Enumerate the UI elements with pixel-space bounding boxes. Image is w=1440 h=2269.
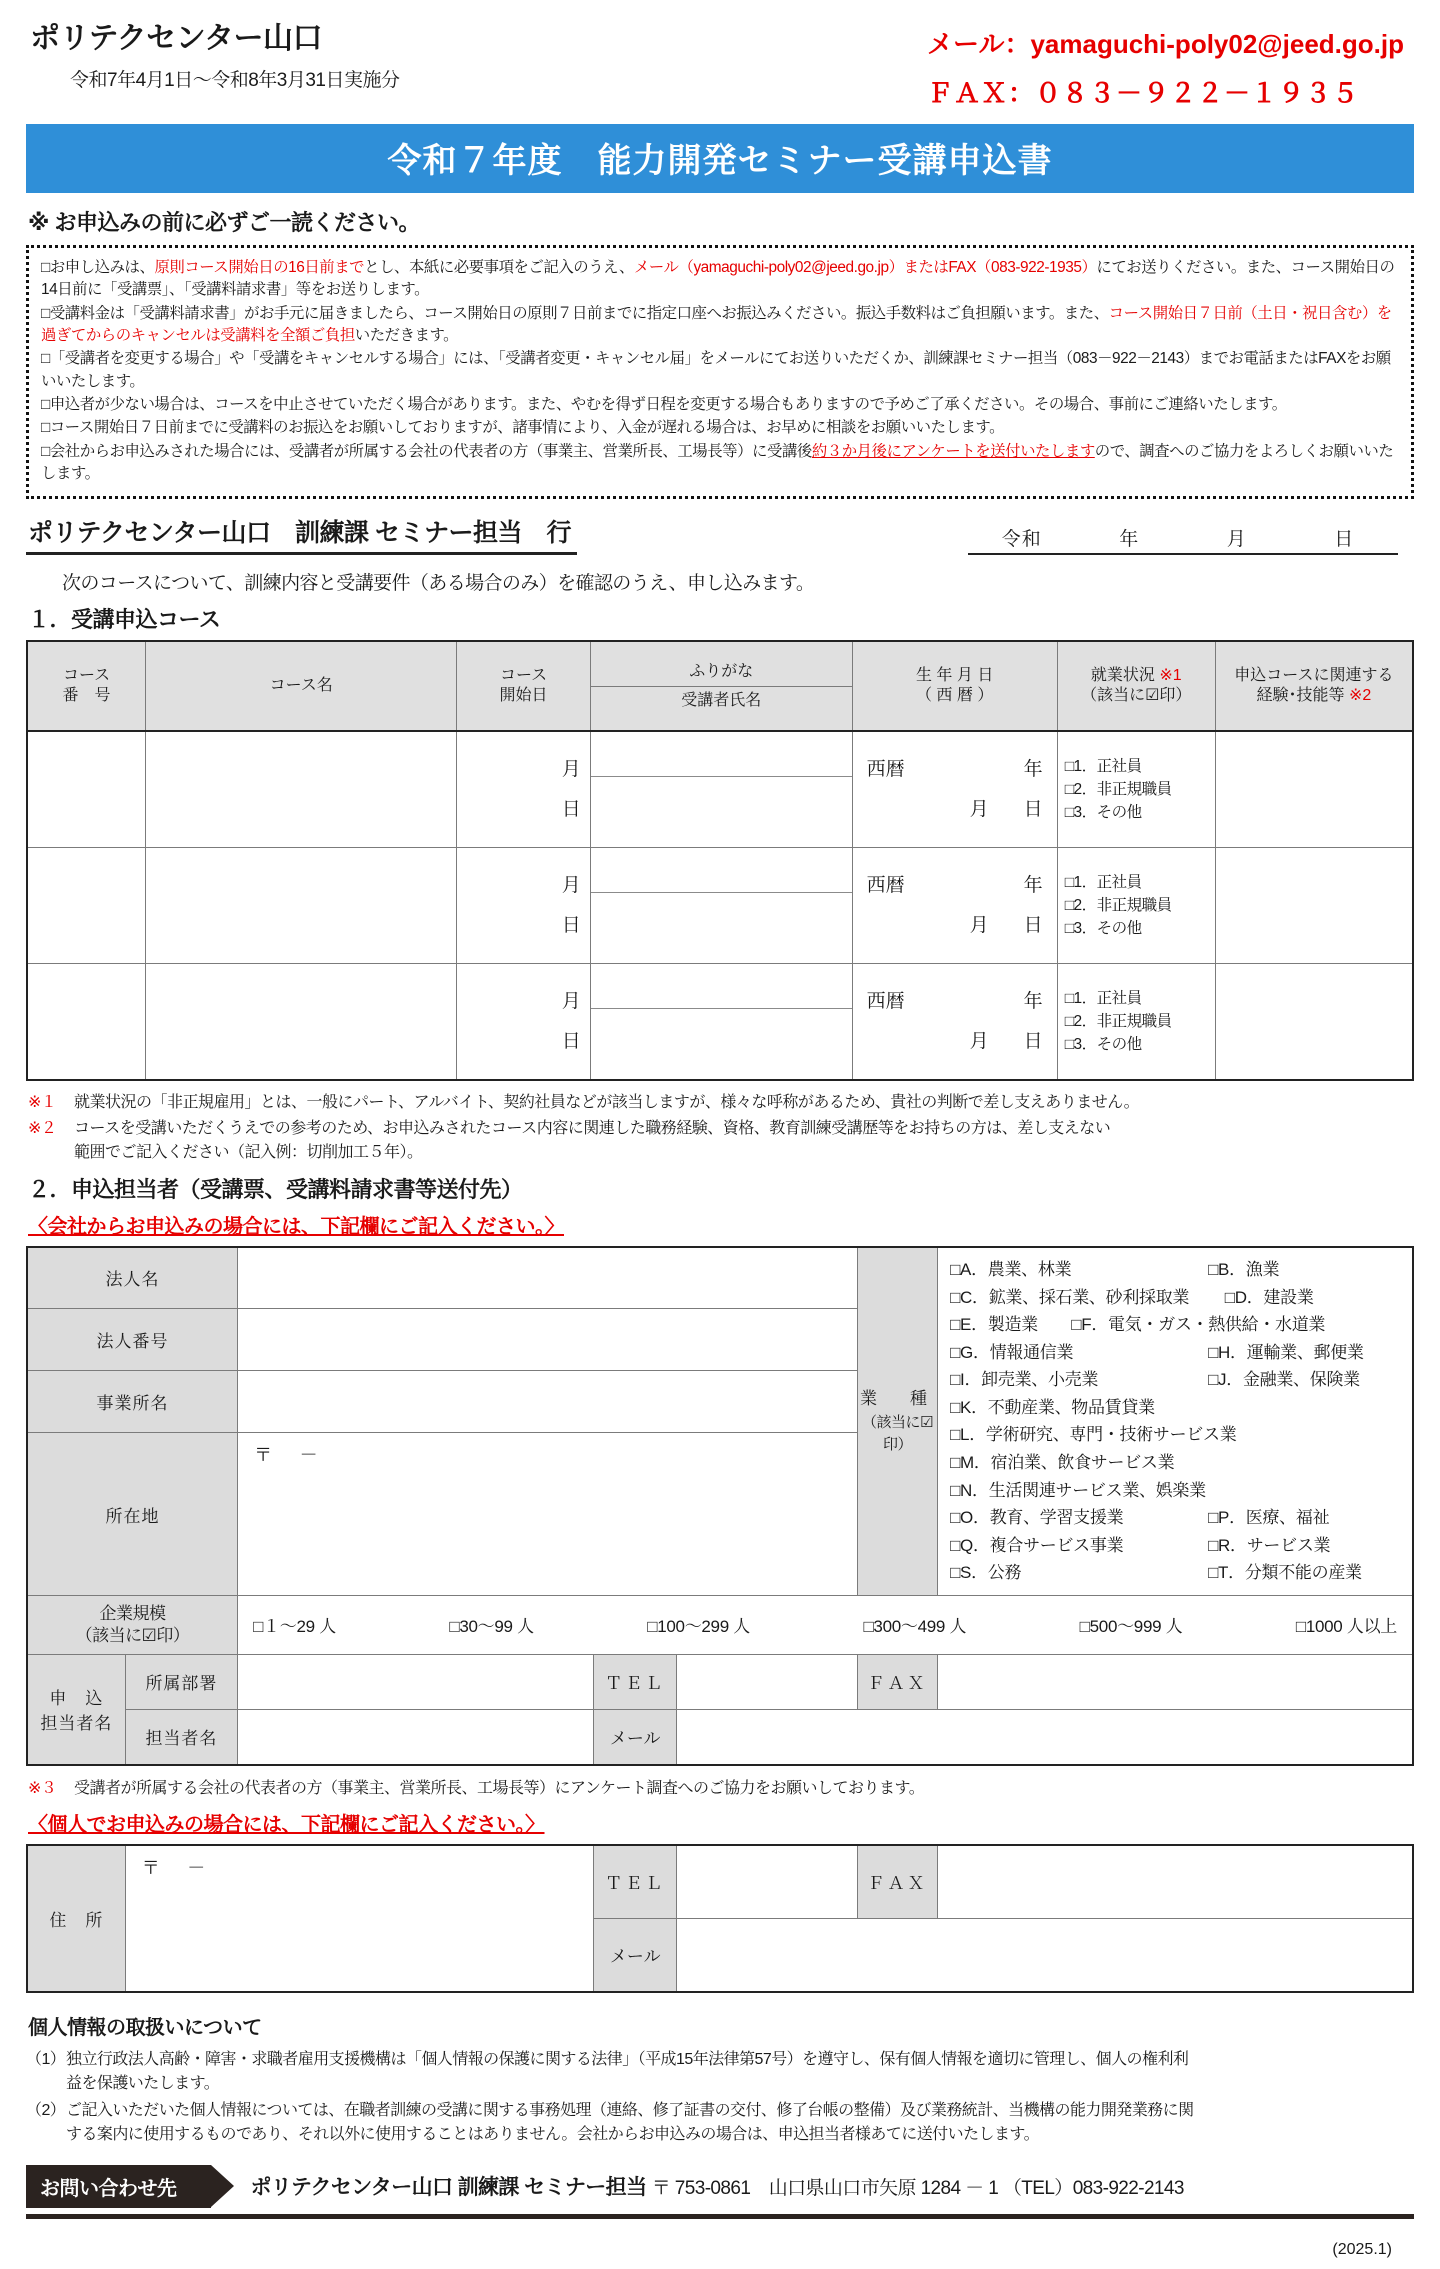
label-company-scale: 企業規模 （該当に☑印） <box>27 1595 238 1654</box>
cell-course-no[interactable] <box>27 964 146 1081</box>
row-corp-name <box>27 1247 1413 1308</box>
input-mail[interactable] <box>677 1709 1413 1765</box>
cell-attendee-name[interactable] <box>590 848 852 964</box>
birth-seireki-label: 西暦 <box>866 875 905 897</box>
industry-row <box>950 1311 1406 1339</box>
cell-course-name[interactable] <box>146 964 457 1081</box>
industry-checklist <box>938 1247 1413 1595</box>
cell-employment-status[interactable] <box>1057 848 1215 964</box>
privacy-item-number: （1） <box>26 2050 66 2068</box>
date-day: 日 <box>1334 529 1355 551</box>
cell-birthdate[interactable] <box>852 848 1057 964</box>
implementation-period: 令和7年4月1日～令和8年3月31日実施分 <box>70 70 400 91</box>
footnote <box>28 1091 1414 1115</box>
cell-course-name[interactable] <box>146 848 457 964</box>
footnote-3 <box>28 1775 1414 1798</box>
privacy-item-body <box>66 2099 1414 2147</box>
industry-checkbox-option[interactable]: □R．サービス業 <box>1208 1535 1331 1555</box>
row-applicant-dept <box>27 1654 1413 1709</box>
label-office-name: 事業所名 <box>27 1370 238 1432</box>
employment-checkbox-option[interactable]: □2．非正規職員 <box>1064 1013 1172 1031</box>
notice-text-segment: コース開始日７日前（土日・祝日含む）を過ぎてからのキャンセルは受講料を全額ご負担 <box>41 304 1392 344</box>
footer-address: 〒 753-0861 山口県山口市矢原 1284 － 1 （TEL）083-922-2143 <box>651 2178 1184 2200</box>
header-contact <box>927 22 1414 110</box>
cell-experience[interactable] <box>1215 964 1413 1081</box>
industry-row <box>950 1256 1406 1284</box>
label-personal-mail: メール <box>594 1918 677 1992</box>
submission-date-line <box>968 524 1398 555</box>
industry-checkbox-option[interactable]: □B．漁業 <box>1208 1260 1280 1280</box>
organization-name: ポリテクセンター山口 <box>30 22 322 55</box>
employment-checkbox-option[interactable]: □1．正社員 <box>1064 873 1142 891</box>
table-row <box>27 731 1413 848</box>
notice-item <box>41 417 1399 439</box>
col-employment-status: 就業状況 ※1 （該当に☑印） <box>1057 641 1215 731</box>
footer-rule <box>26 2214 1414 2219</box>
footnote-body <box>74 1091 1414 1115</box>
industry-checkbox-option[interactable]: □D．建設業 <box>1208 1287 1314 1307</box>
name-rule <box>591 892 852 893</box>
notice-heading: ※ お申込みの前に必ずご一読ください。 <box>28 210 421 235</box>
industry-checkbox-option[interactable]: □S．公務 <box>950 1563 1022 1583</box>
notice-text-segment: メール（yamaguchi-poly02@jeed.go.jp）またはFAX（083-922-1935） <box>633 259 1097 276</box>
birth-seireki-label: 西暦 <box>866 991 905 1013</box>
industry-row <box>950 1449 1406 1477</box>
birth-day-label: 日 <box>1023 915 1043 937</box>
input-fax[interactable] <box>938 1654 1413 1709</box>
privacy-line: 独立行政法人高齢・障害・求職者雇用支援機構は「個人情報の保護に関する法律」（平成15年法律第57号）を遵守し、保有個人情報を適切に管理し、個人の権利利 <box>66 2050 1189 2068</box>
cell-course-no[interactable] <box>27 848 146 964</box>
input-dept[interactable] <box>238 1654 594 1709</box>
input-corp-name[interactable] <box>238 1247 858 1308</box>
industry-checkbox-option[interactable]: □M．宿泊業、飲食サービス業 <box>950 1453 1175 1472</box>
privacy-item <box>26 2099 1414 2147</box>
industry-checkbox-option[interactable]: □A．農業、林業 <box>950 1260 1072 1280</box>
footnote-body <box>74 1117 1414 1165</box>
personal-info-table <box>26 1844 1414 1993</box>
cell-course-no[interactable] <box>27 731 146 848</box>
company-scale-checkbox-option[interactable]: □１～29 人 <box>253 1617 336 1637</box>
label-fax: ＦＡＸ <box>857 1654 937 1709</box>
cell-course-name[interactable] <box>146 731 457 848</box>
label-personal-tel: ＴＥＬ <box>594 1845 677 1919</box>
footnote-line: コースを受講いただくうえでの参考のため、お申込みされたコース内容に関連した職務経験、資格、教育訓練受講歴等をお持ちの方は、差し支えない <box>74 1120 1111 1138</box>
birth-month-label: 月 <box>969 915 989 937</box>
input-personal-fax[interactable] <box>938 1845 1413 1919</box>
cell-birthdate[interactable] <box>852 964 1057 1081</box>
col-start-date: コース 開始日 <box>457 641 590 731</box>
company-scale-checkbox-option[interactable]: □30～99 人 <box>449 1617 534 1637</box>
industry-row <box>950 1421 1406 1449</box>
cell-start-date[interactable] <box>457 848 590 964</box>
course-table-body <box>27 731 1413 1080</box>
personal-apply-note: 〈個人でお申込みの場合には、下記欄にご記入ください。〉 <box>28 1813 545 1836</box>
row-company-scale <box>27 1595 1413 1654</box>
industry-checkbox-option[interactable]: □L．学術研究、専門・技術サービス業 <box>950 1425 1237 1445</box>
notice-box <box>26 245 1414 499</box>
industry-row <box>950 1532 1406 1560</box>
label-mail: メール <box>594 1709 677 1765</box>
notice-text-segment: とし、本紙に必要事項をご記入のうえ、 <box>364 259 634 276</box>
contact-fax: ＦＡＸ：０８３－９２２－１９３５ <box>926 78 1359 108</box>
col-name: 受講者氏名 <box>681 691 762 709</box>
addressee-label: ポリテクセンター山口 訓練課 セミナー担当 行 <box>26 513 577 555</box>
company-scale-options <box>238 1595 1413 1654</box>
industry-row <box>950 1339 1406 1367</box>
privacy-line: する案内に使用するものであり、それ以外に使用することはありません。会社からお申込みの場合は、申込担当者様あてに送付いたします。 <box>66 2125 1040 2143</box>
label-applicant: 申 込 担当者名 <box>27 1654 125 1765</box>
label-dept: 所属部署 <box>125 1654 237 1709</box>
industry-checkbox-option[interactable]: □K．不動産業、物品賃貸業 <box>950 1397 1155 1417</box>
lead-text: 次のコースについて、訓練内容と受講要件（ある場合のみ）を確認のうえ、申し込みます。 <box>62 573 815 595</box>
table-row <box>27 848 1413 964</box>
footnote-line: 範囲でご記入ください（記入例：切削加工５年）。 <box>74 1144 423 1162</box>
input-personal-address[interactable] <box>125 1845 593 1992</box>
employment-checkbox-option[interactable]: □2．非正規職員 <box>1064 897 1172 915</box>
notice-item <box>41 303 1399 348</box>
footnote-3-mark: ※３ <box>28 1779 57 1797</box>
table-header-row <box>27 641 1413 731</box>
cell-start-date[interactable] <box>457 731 590 848</box>
footer-bar <box>26 2165 1414 2208</box>
form-title-bar: 令和７年度 能力開発セミナー受講申込書 <box>26 124 1414 193</box>
notice-text-segment: □「受講者を変更する場合」や「受講をキャンセルする場合」には、「受講者変更・キャンセル届」をメールにてお送りいただくか、訓練課セミナー担当（083－922－2143）までお電話またはFAXをお願いいたします。 <box>41 350 1391 390</box>
personal-postal-code-hint: 〒 － <box>141 1857 207 1878</box>
col-experience: 申込コースに関連する 経験･技能等 ※2 <box>1215 641 1413 731</box>
industry-checkbox-option[interactable]: □J．金融業、保険業 <box>1208 1370 1360 1390</box>
row-personal-address <box>27 1845 1413 1919</box>
notice-item-list <box>41 257 1399 485</box>
company-apply-note: 〈会社からお申込みの場合には、下記欄にご記入ください。〉 <box>28 1216 564 1239</box>
industry-checkbox-option[interactable]: □P．医療、福祉 <box>1208 1508 1330 1528</box>
input-corp-number[interactable] <box>238 1308 858 1370</box>
col-course-name: コース名 <box>146 641 457 731</box>
footnote-3-text: 受講者が所属する会社の代表者の方（事業主、営業所長、工場長等）にアンケート調査へのご協力をお願いしております。 <box>74 1779 925 1797</box>
employment-checkbox-option[interactable]: □1．正社員 <box>1064 989 1142 1007</box>
industry-row <box>950 1477 1406 1505</box>
footnote-mark: ※１ <box>28 1094 57 1112</box>
employment-checkbox-option[interactable]: □2．非正規職員 <box>1064 781 1172 799</box>
addressee-row <box>26 513 1414 555</box>
start-date-month-label: 月 <box>561 759 581 781</box>
notice-text-segment: 約３か月後にアンケートを送付いたします <box>811 442 1095 460</box>
industry-checkbox-option[interactable]: □O．教育、学習支援業 <box>950 1508 1124 1528</box>
date-month: 月 <box>1226 529 1247 551</box>
input-personal-tel[interactable] <box>677 1845 858 1919</box>
industry-checkbox-option[interactable]: □T．分類不能の産業 <box>1208 1563 1362 1583</box>
notice-text-segment: □お申し込みは、 <box>41 259 155 276</box>
notice-text-segment: いただきます。 <box>354 326 459 344</box>
input-office-name[interactable] <box>238 1370 858 1432</box>
name-rule <box>591 1008 852 1009</box>
birth-year-label: 年 <box>1023 991 1043 1013</box>
label-corp-name: 法人名 <box>27 1247 238 1308</box>
industry-checkbox-option[interactable]: □H．運輸業、郵便業 <box>1208 1342 1364 1362</box>
industry-checkbox-option[interactable]: □G．情報通信業 <box>950 1342 1074 1362</box>
birth-month-label: 月 <box>969 1031 989 1053</box>
footnote <box>28 1117 1414 1165</box>
employment-checkbox-option[interactable]: □1．正社員 <box>1064 757 1142 775</box>
birth-year-label: 年 <box>1023 875 1043 897</box>
label-personal-address: 住 所 <box>27 1845 125 1992</box>
start-date-day-label: 日 <box>561 799 581 821</box>
page-header <box>26 22 1414 110</box>
date-era: 令和 <box>1001 529 1042 551</box>
industry-row <box>950 1284 1406 1312</box>
birth-seireki-label: 西暦 <box>866 759 905 781</box>
industry-row <box>950 1559 1406 1587</box>
footer-contact <box>251 2171 1184 2201</box>
start-date-day-label: 日 <box>561 915 581 937</box>
company-info-table <box>26 1246 1414 1765</box>
industry-checkbox-option[interactable]: □I．卸売業、小売業 <box>950 1370 1099 1390</box>
start-date-month-label: 月 <box>561 991 581 1013</box>
industry-checkbox-option[interactable]: □E．製造業 □F．電気・ガス・熱供給・水道業 <box>950 1315 1326 1335</box>
privacy-item <box>26 2048 1414 2096</box>
header-left <box>26 22 399 92</box>
company-scale-checkbox-option[interactable]: □100～299 人 <box>647 1617 750 1637</box>
footnote-mark-2: ※2 <box>1348 687 1372 705</box>
cell-start-date[interactable] <box>457 964 590 1081</box>
input-person[interactable] <box>238 1709 594 1765</box>
birth-day-label: 日 <box>1023 799 1043 821</box>
course-application-table <box>26 640 1414 1081</box>
industry-row <box>950 1504 1406 1532</box>
input-personal-mail[interactable] <box>677 1918 1413 1992</box>
company-scale-checkbox-option[interactable]: □500～999 人 <box>1079 1617 1183 1637</box>
table-row <box>27 964 1413 1081</box>
notice-text-segment: ので、調査へのご協力をよろしくお願いいたします。 <box>41 442 1394 482</box>
birth-month-label: 月 <box>969 799 989 821</box>
footnote-line: 就業状況の「非正規雇用」とは、一般にパート、アルバイト、契約社員などが該当しますが、様々な呼称があるため、貴社の判断で差し支えありません。 <box>74 1094 1140 1112</box>
privacy-items <box>26 2048 1414 2147</box>
employment-checkbox-option[interactable]: □3．その他 <box>1064 1036 1142 1054</box>
privacy-item-number: （2） <box>26 2101 66 2119</box>
cell-employment-status[interactable] <box>1057 731 1215 848</box>
birth-year-label: 年 <box>1023 759 1043 781</box>
label-corp-number: 法人番号 <box>27 1308 238 1370</box>
industry-row <box>950 1366 1406 1394</box>
date-year: 年 <box>1119 529 1140 551</box>
cell-attendee-name[interactable] <box>590 731 852 848</box>
notice-item <box>41 394 1399 416</box>
col-attendee-name <box>590 641 852 731</box>
notice-text-segment: にてお送りください。また、コース開始日の14日前に「受講票」、「受講料請求書」等をお送りします。 <box>41 259 1395 299</box>
label-tel: ＴＥＬ <box>594 1654 677 1709</box>
industry-checkbox-option[interactable]: □N．生活関連サービス業、娯楽業 <box>950 1480 1206 1500</box>
footer-org: ポリテクセンター山口 訓練課 セミナー担当 <box>250 2176 647 2200</box>
notice-item <box>41 441 1399 486</box>
footnote-mark-1: ※1 <box>1159 667 1182 685</box>
section2-title: ２．申込担当者（受講票、受講料請求書等送付先） <box>28 1177 523 1203</box>
col-course-no: コース 番 号 <box>27 641 146 731</box>
label-personal-fax: ＦＡＸ <box>857 1845 937 1919</box>
cell-employment-status[interactable] <box>1057 964 1215 1081</box>
notice-text-segment: □申込者が少ない場合は、コースを中止させていただく場合があります。また、やむを得ず日程を変更する場合もありますので予めご了承ください。その場合、事前にご連絡いたします。 <box>41 395 1287 413</box>
industry-row <box>950 1394 1406 1422</box>
company-scale-checkbox-option[interactable]: □1000 人以上 <box>1295 1617 1397 1637</box>
input-tel[interactable] <box>677 1654 858 1709</box>
footnote-mark: ※２ <box>28 1120 57 1138</box>
industry-checkbox-option[interactable]: □C．鉱業、採石業、砂利採取業 <box>950 1287 1190 1307</box>
industry-checkbox-option[interactable]: □Q．複合サービス事業 <box>950 1535 1124 1555</box>
cell-experience[interactable] <box>1215 731 1413 848</box>
postal-code-hint: 〒 － <box>254 1445 319 1466</box>
footer <box>26 2165 1414 2259</box>
privacy-line: ご記入いただいた個人情報については、在職者訓練の受講に関する事務処理（連絡、修了証書の交付、修了台帳の整備）及び業務統計、当機構の能力開発業務に関 <box>66 2101 1194 2119</box>
name-rule <box>591 776 852 777</box>
label-address: 所在地 <box>27 1433 238 1595</box>
cell-experience[interactable] <box>1215 848 1413 964</box>
col-furigana: ふりがな <box>591 658 852 687</box>
cell-birthdate[interactable] <box>852 731 1057 848</box>
version-stamp: (2025.1) <box>1332 2240 1392 2258</box>
birth-day-label: 日 <box>1023 1031 1043 1053</box>
notice-text-segment: 原則コース開始日の16日前まで <box>154 259 365 276</box>
start-date-day-label: 日 <box>561 1031 581 1053</box>
contact-tag: お問い合わせ先 <box>26 2165 211 2208</box>
notice-text-segment: □コース開始日７日前までに受講料のお振込をお願いしておりますが、諸事情により、入金が遅れる場合は、お早めに相談をお願いいたします。 <box>41 419 1005 437</box>
start-date-month-label: 月 <box>561 875 581 897</box>
employment-checkbox-option[interactable]: □3．その他 <box>1064 920 1142 938</box>
privacy-item-body <box>66 2048 1414 2096</box>
contact-mail: メール：yamaguchi-poly02@jeed.go.jp <box>926 29 1404 59</box>
privacy-title: 個人情報の取扱いについて <box>28 2016 262 2039</box>
privacy-line: 益を保護いたします。 <box>66 2074 220 2092</box>
cell-attendee-name[interactable] <box>590 964 852 1081</box>
input-address[interactable] <box>238 1433 858 1595</box>
notice-item <box>41 257 1399 302</box>
company-scale-checkbox-option[interactable]: □300～499 人 <box>863 1617 967 1637</box>
section1-footnotes <box>28 1091 1414 1165</box>
notice-item <box>41 348 1399 393</box>
notice-text-segment: □受講料金は「受講料請求書」がお手元に届きましたら、コース開始日の原則７日前までに指定口座へお振込みください。振込手数料はご負担願います。また、 <box>41 304 1109 322</box>
employment-checkbox-option[interactable]: □3．その他 <box>1064 804 1142 822</box>
label-person: 担当者名 <box>125 1709 237 1765</box>
row-applicant-person <box>27 1709 1413 1765</box>
label-industry: 業 種 （該当に☑印） <box>857 1247 937 1595</box>
notice-text-segment: □会社からお申込みされた場合には、受講者が所属する会社の代表者の方（事業主、営業所長、工場長等）に受講後 <box>41 442 812 460</box>
col-birthdate: 生 年 月 日 （ 西 暦 ） <box>852 641 1057 731</box>
section1-title: １．受講申込コース <box>28 607 221 633</box>
